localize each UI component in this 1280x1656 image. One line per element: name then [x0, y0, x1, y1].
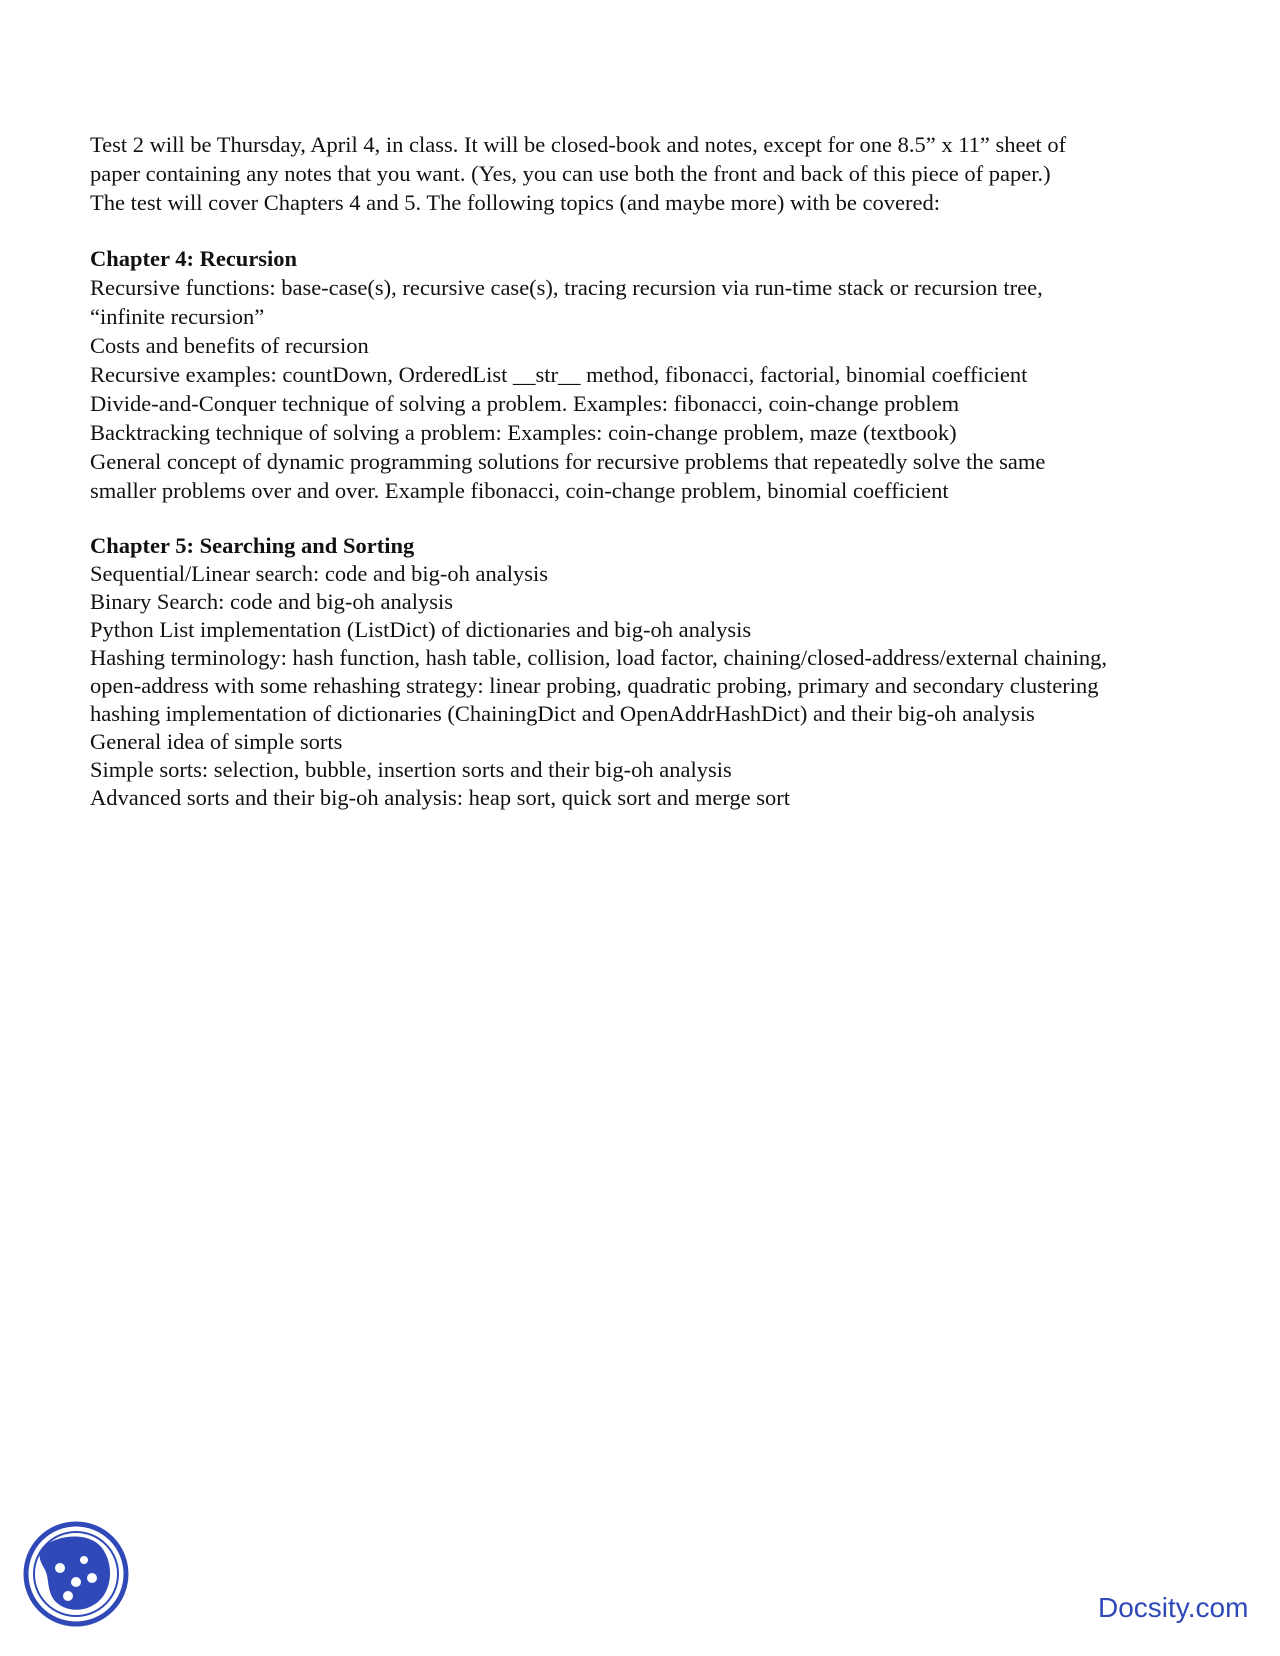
- docsity-brand-link[interactable]: Docsity.com: [1098, 1592, 1249, 1623]
- chapter-4-line: “infinite recursion”: [90, 304, 265, 329]
- chapter-4-line: Backtracking technique of solving a problem: Examples: coin-change problem, maze (textbook): [90, 420, 957, 445]
- chapter-4-line: Recursive examples: countDown, OrderedList __str__ method, fibonacci, factorial, binomial coefficient: [90, 362, 1028, 387]
- chapter-5-line: Binary Search: code and big-oh analysis: [90, 589, 454, 614]
- chapter-5-line: hashing implementation of dictionaries (ChainingDict and OpenAddrHashDict) and their big-oh analysis: [90, 701, 1035, 726]
- intro-line: The test will cover Chapters 4 and 5. The following topics (and maybe more) with be covered:: [90, 190, 940, 215]
- docsity-logo-icon: [20, 1518, 132, 1630]
- chapter-4-line: General concept of dynamic programming solutions for recursive problems that repeatedly solve the same: [90, 449, 1046, 474]
- chapter-5-line: Advanced sorts and their big-oh analysis: heap sort, quick sort and merge sort: [90, 785, 791, 810]
- chapter-4-section: [90, 244, 1200, 505]
- chapter-5-line: Sequential/Linear search: code and big-oh analysis: [90, 561, 548, 586]
- chapter-5-line: open-address with some rehashing strategy: linear probing, quadratic probing, primary and secondary clustering: [90, 673, 1099, 698]
- chapter-4-line: smaller problems over and over. Example fibonacci, coin-change problem, binomial coefficient: [90, 478, 949, 503]
- chapter-5-line: Hashing terminology: hash function, hash table, collision, load factor, chaining/closed-address/external chaining,: [90, 645, 1107, 670]
- chapter-5-section: [90, 532, 1200, 812]
- chapter-5-line: Simple sorts: selection, bubble, insertion sorts and their big-oh analysis: [90, 757, 732, 782]
- intro-paragraph: [90, 130, 1200, 217]
- chapter-4-line: Costs and benefits of recursion: [90, 333, 369, 358]
- chapter-4-line: Recursive functions: base-case(s), recursive case(s), tracing recursion via run-time stack or recursion tree,: [90, 275, 1043, 300]
- chapter-5-heading: Chapter 5: Searching and Sorting: [90, 533, 415, 558]
- intro-line: paper containing any notes that you want. (Yes, you can use both the front and back of this piece of paper.): [90, 161, 1051, 186]
- chapter-5-line: Python List implementation (ListDict) of dictionaries and big-oh analysis: [90, 617, 752, 642]
- intro-line: Test 2 will be Thursday, April 4, in class. It will be closed-book and notes, except for one 8.5” x 11” sheet of: [90, 132, 1067, 157]
- document-page: [90, 130, 1200, 839]
- chapter-5-line: General idea of simple sorts: [90, 729, 343, 754]
- chapter-4-line: Divide-and-Conquer technique of solving a problem. Examples: fibonacci, coin-change problem: [90, 391, 960, 416]
- chapter-4-heading: Chapter 4: Recursion: [90, 246, 298, 271]
